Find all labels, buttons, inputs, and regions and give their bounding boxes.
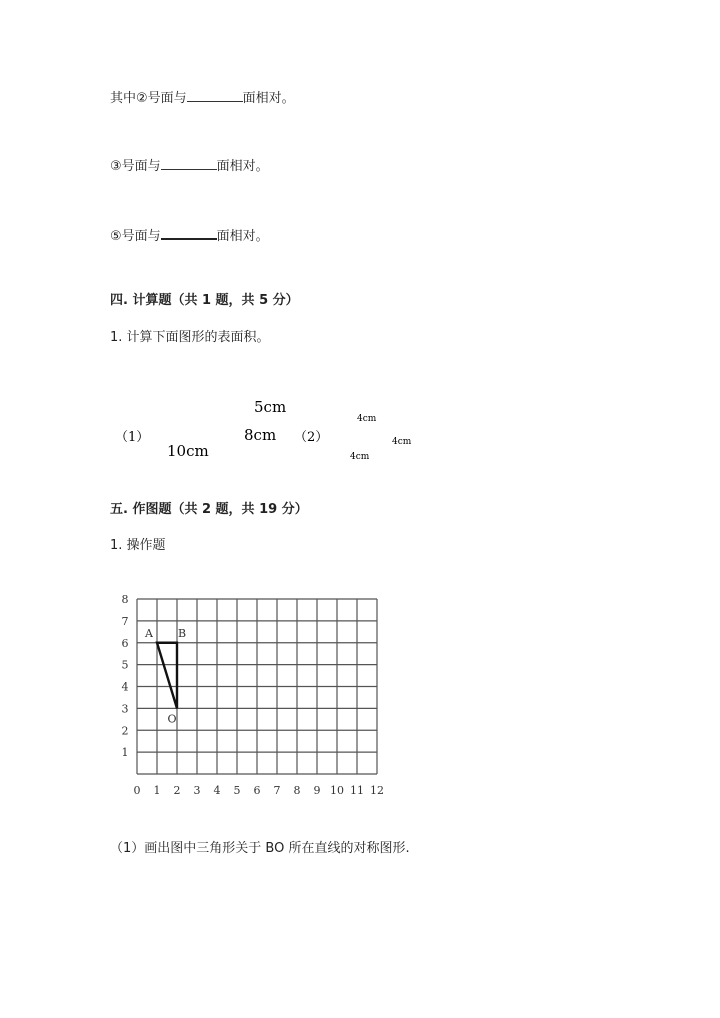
point-label-B: B xyxy=(177,626,187,640)
dim-width: 8cm xyxy=(244,426,277,444)
y-tick-label: 3 xyxy=(121,702,129,716)
y-tick-label: 4 xyxy=(121,680,129,694)
x-tick-label: 3 xyxy=(193,784,201,797)
x-tick-label: 11 xyxy=(350,784,364,797)
cube-dim-c: 4cm xyxy=(350,452,370,462)
x-tick-label: 9 xyxy=(313,784,321,797)
x-tick-label: 7 xyxy=(273,784,281,797)
question-1-operation: 1. 操作题 xyxy=(110,538,166,553)
q-text: ⑤号面与 xyxy=(110,229,161,244)
section-heading-4: 四. 计算题（共 1 题，共 5 分） xyxy=(110,293,299,308)
x-tick-label: 10 xyxy=(330,784,344,797)
y-tick-label: 2 xyxy=(121,724,129,738)
q-text: 面相对。 xyxy=(242,91,295,106)
q-text: 其中②号面与 xyxy=(110,91,187,106)
q-text: ③号面与 xyxy=(110,159,161,174)
fig1-label: （1） xyxy=(115,430,150,445)
dim-length: 10cm xyxy=(167,442,209,460)
point-label-O: O xyxy=(167,712,177,726)
x-tick-label: 2 xyxy=(173,784,181,797)
q-text: 面相对。 xyxy=(216,159,269,174)
y-tick-label: 1 xyxy=(121,746,129,760)
section-heading-5: 五. 作图题（共 2 题，共 19 分） xyxy=(110,502,308,517)
y-tick-label: 5 xyxy=(121,658,129,672)
cube-dim-a: 4cm xyxy=(357,414,377,424)
x-tick-label: 1 xyxy=(153,784,161,797)
x-tick-label: 0 xyxy=(133,784,141,797)
triangle-ABO xyxy=(157,643,177,709)
x-tick-label: 12 xyxy=(370,784,384,797)
fig2-label: （2） xyxy=(294,430,329,445)
sub-question-1: （1）画出图中三角形关于 BO 所在直线的对称图形. xyxy=(110,841,410,856)
dim-height: 5cm xyxy=(254,398,287,416)
y-tick-label: 6 xyxy=(121,636,129,650)
x-tick-label: 6 xyxy=(253,784,261,797)
x-tick-label: 8 xyxy=(293,784,301,797)
y-tick-label: 8 xyxy=(121,593,129,606)
x-tick-label: 5 xyxy=(233,784,241,797)
question-1: 1. 计算下面图形的表面积。 xyxy=(110,330,270,345)
q-text: 面相对。 xyxy=(216,229,269,244)
x-tick-label: 4 xyxy=(213,784,221,797)
cube-dim-b: 4cm xyxy=(392,437,412,447)
y-tick-label: 7 xyxy=(121,614,129,628)
point-label-A: A xyxy=(145,626,153,640)
